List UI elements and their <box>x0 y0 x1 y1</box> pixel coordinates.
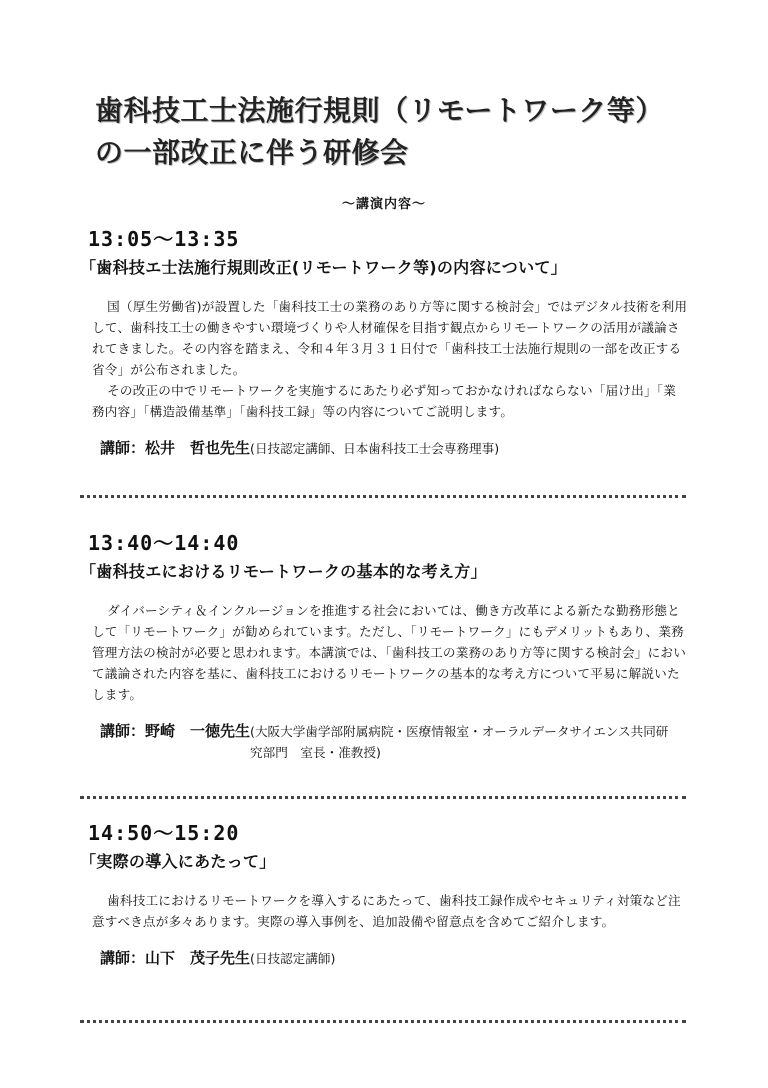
lecturer-affiliation: (日技認定講師、日本歯科技工士会専務理事) <box>250 441 500 456</box>
session-description <box>80 890 690 932</box>
description-paragraph: その改正の中でリモートワークを実施するにあたり必ず知っておかなければならない「届け出」「業務内容」「構造設備基準」「歯科技工録」等の内容についてご説明します。 <box>92 383 677 419</box>
description-paragraph: 国（厚生労働省)が設置した「歯科技工士の業務のあり方等に関する検討会」ではデジタル技術を利用して、歯科技工士の働きやすい環境づくりや人材確保を目指す観点からリモートワークの活用が議論されてきました。その内容を踏まえ、令和４年３月３１日付で「歯科技工士法施行規則の一部を改正する省令」が公布されました。 <box>92 299 688 377</box>
session-time: 13:40～14:40 <box>88 531 240 555</box>
lecturer-label: 講師： <box>100 949 146 967</box>
dotted-divider <box>80 796 686 799</box>
document-title <box>95 90 715 174</box>
lecturer-line <box>80 438 690 459</box>
dotted-divider <box>80 495 686 498</box>
lecturer-label: 講師： <box>100 722 146 740</box>
lecturer-name: 野崎 一徳先生 <box>145 722 251 740</box>
description-paragraph: ダイバーシティ＆インクルージョンを推進する社会においては、働き方改革による新たな勤務形態として「リモートワーク」が勧められています。ただし、「リモートワーク」にもデメリットもあり、業務管理方法の検討が必要と思われます。本講演では、「歯科技工の業務のあり方等に関する検討会」において議論された内容を基に、歯科技工におけるリモートワークの基本的な考え方について平易に解説いたします。 <box>92 603 686 702</box>
lecturer-line <box>80 948 690 969</box>
lecturer-affiliation: (大阪大学歯学部附属病院・医療情報室・オーラルデータサイエンス共同研究部門 室長・准教授) <box>250 724 669 760</box>
session-3 <box>80 820 690 969</box>
session-description <box>80 600 690 705</box>
session-topic: 「実際の導入にあたって」 <box>80 852 276 871</box>
lecturer-affiliation: (日技認定講師) <box>250 951 336 966</box>
title-line-2: の一部改正に伴う研修会 <box>95 136 409 169</box>
session-description <box>80 296 690 422</box>
description-paragraph: 歯科技工におけるリモートワークを導入するにあたって、歯科技工録作成やセキュリティ対策など注意すべき点が多々あります。実際の導入事例を、追加設備や留意点を含めてご紹介します。 <box>92 893 681 929</box>
session-2 <box>80 530 690 763</box>
session-time: 13:05～13:35 <box>88 227 240 251</box>
session-1 <box>80 226 690 459</box>
lecturer-name: 山下 茂子先生 <box>145 949 251 967</box>
lecturer-line <box>80 721 690 763</box>
session-time: 14:50～15:20 <box>88 821 240 845</box>
lecturer-label: 講師： <box>100 439 146 457</box>
section-subtitle: ～講演内容～ <box>341 197 426 212</box>
session-topic: 「歯科技エにおけるリモートワークの基本的な考え方」 <box>80 562 487 581</box>
lecturer-name: 松井 哲也先生 <box>145 439 251 457</box>
title-line-1: 歯科技工士法施行規則（リモートワーク等） <box>95 94 664 127</box>
session-topic: 「歯科技エ士法施行規則改正(リモートワーク等)の内容について」 <box>80 258 567 277</box>
dotted-divider <box>80 1020 686 1023</box>
